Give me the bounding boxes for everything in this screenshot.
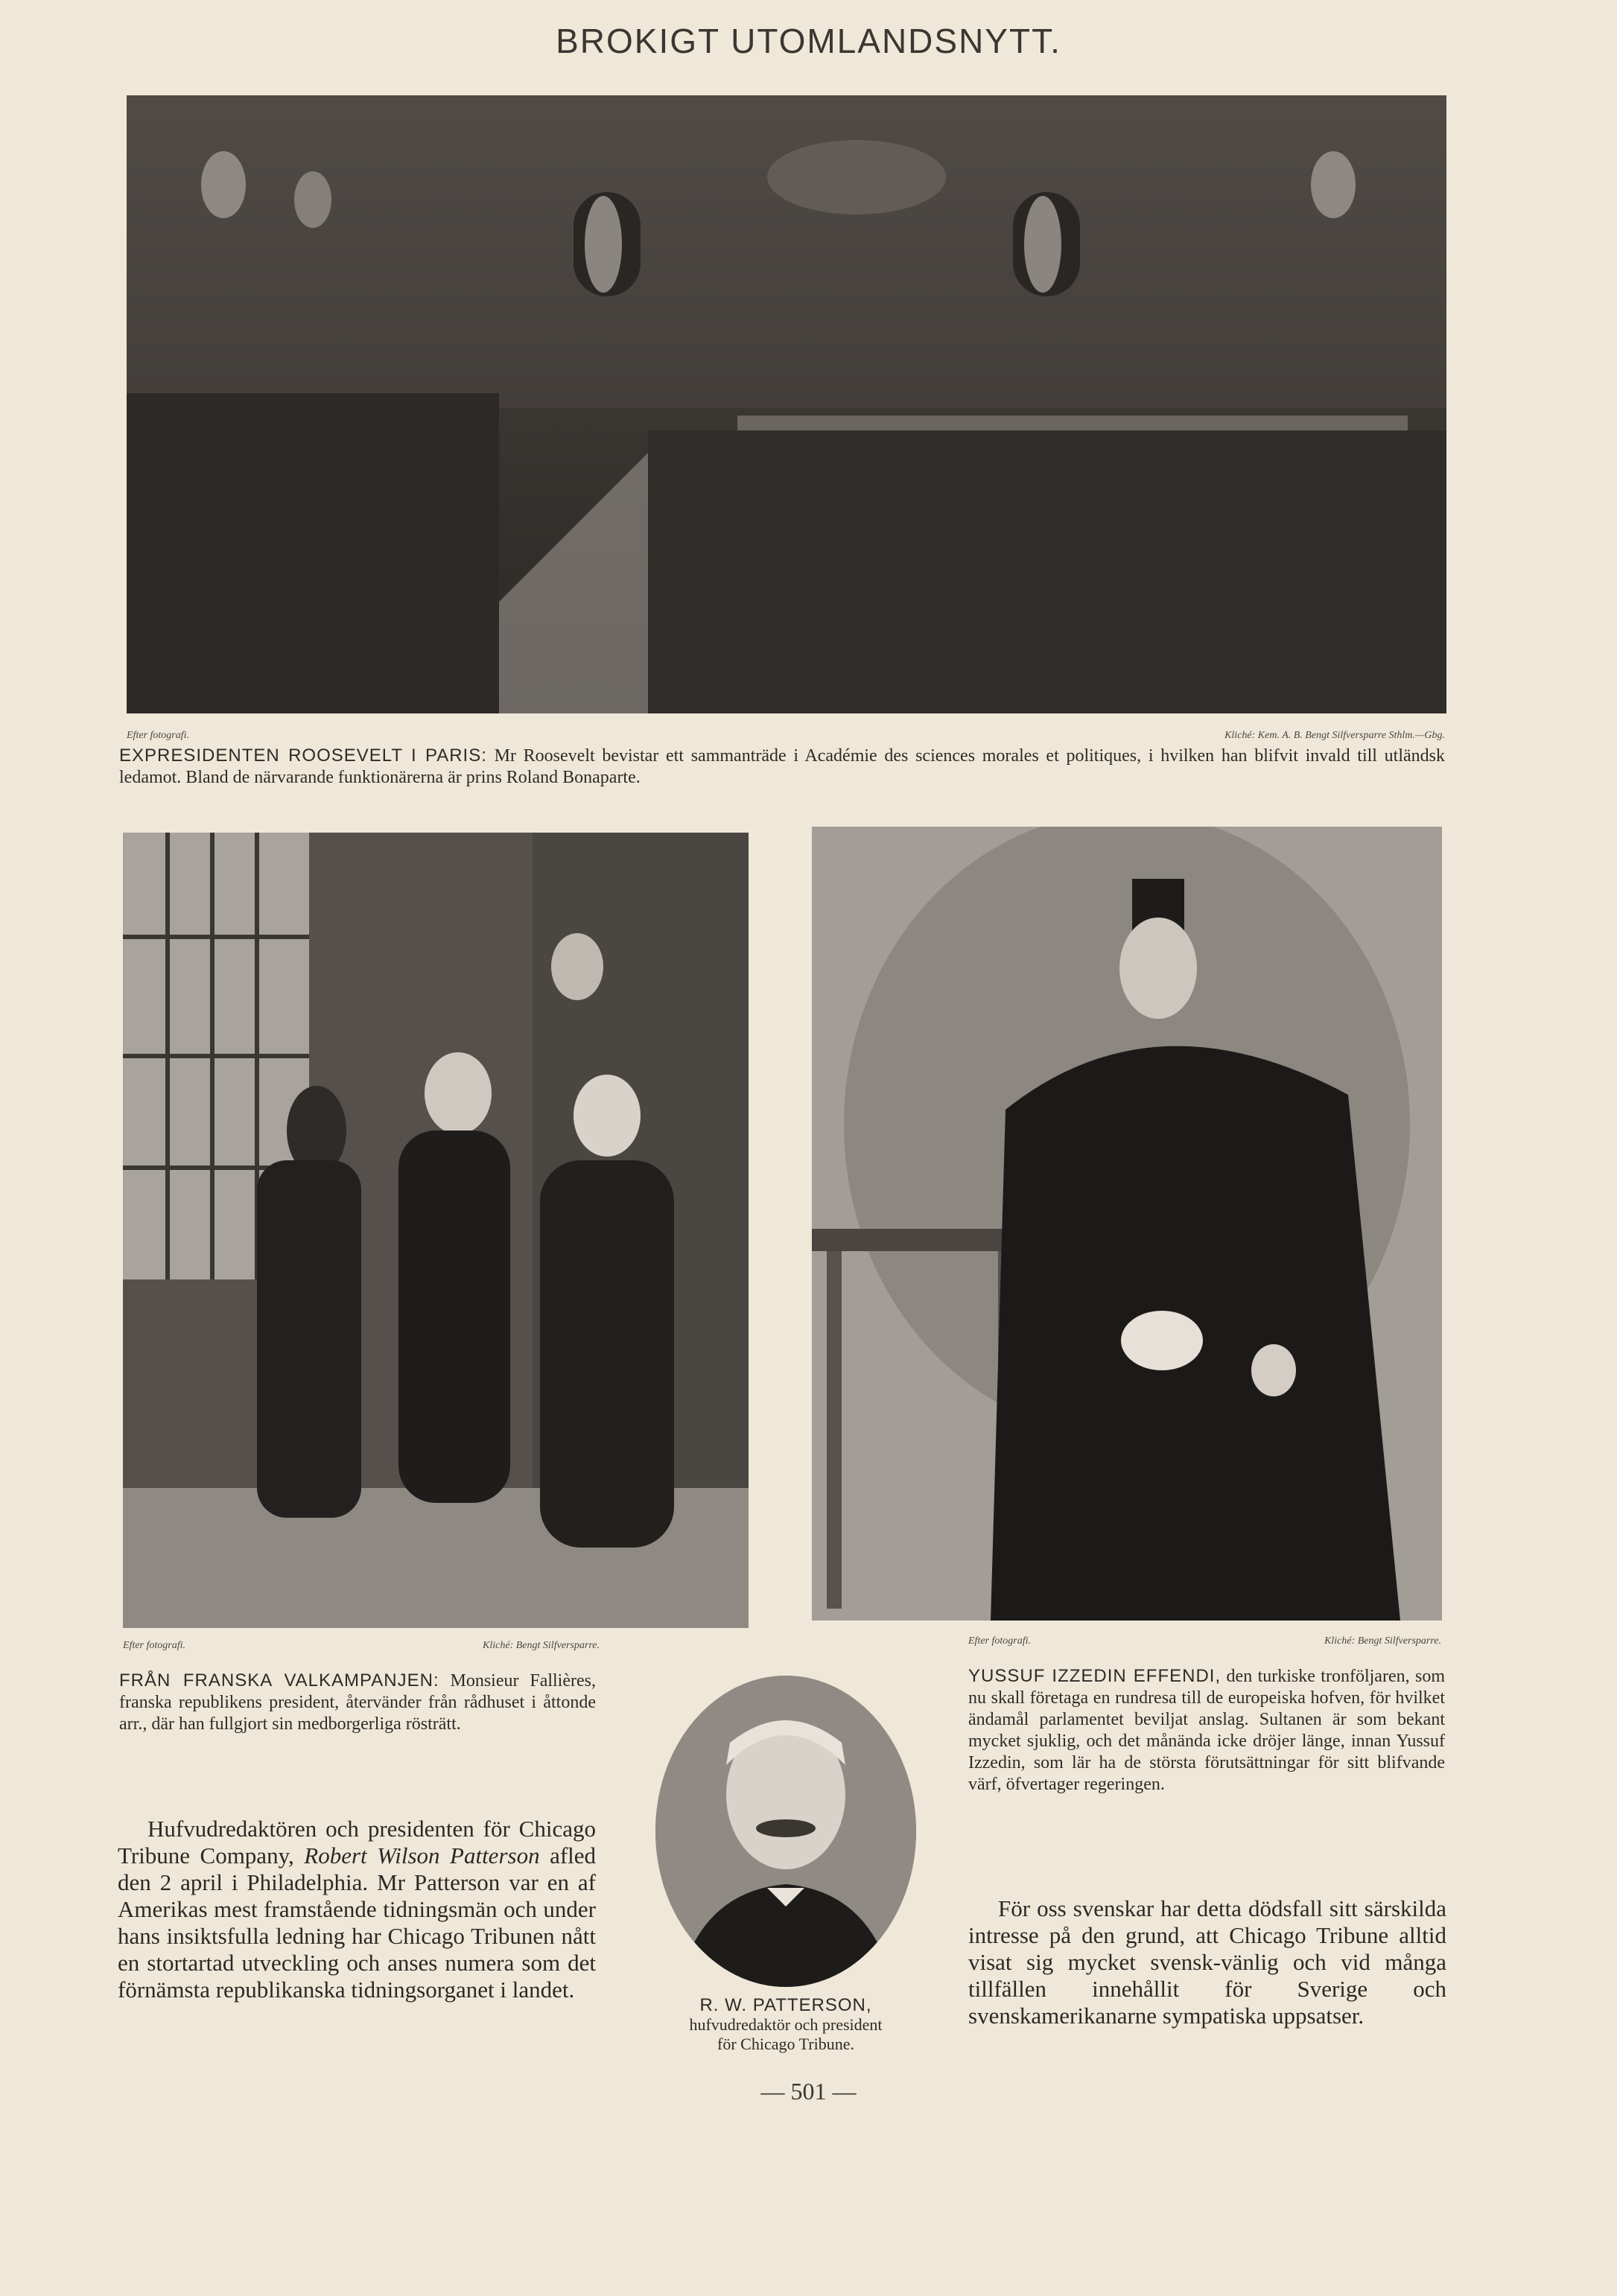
yussuf-photo-credit-left: Efter fotografi. [968, 1635, 1031, 1647]
page-number: — 501 — [760, 2078, 857, 2105]
patterson-article-part1: Hufvudredaktören och presidenten för Chicago Tribune Company, [118, 1816, 596, 1869]
roosevelt-photo-credit-right: Kliché: Kem. A. B. Bengt Silfversparre Sthlm.—Gbg. [1224, 730, 1445, 741]
patterson-article-left [118, 1816, 596, 2003]
page-headline: BROKIGT UTOMLANDSNYTT. [556, 22, 1061, 60]
patterson-article-right: För oss svenskar har detta dödsfall sitt särskilda intresse på den grund, att Chicago Tribune alltid visat sig mycket svensk-vänlig och vid många tillfällen innehållit för Sverige och svenskamerikanarne sympatiska uppsatser. [968, 1895, 1446, 2029]
yussuf-caption-lead: YUSSUF IZZEDIN EFFENDI, [968, 1666, 1222, 1686]
yussuf-caption-text: den turkiske tronföljaren, som nu skall företaga en rundresa till de europeiska hofven, för hvilket ändamål parlamentet beviljat anslag. Sultanen är som bekant mycket sjuklig, och det månända icke dröjer länge, innan Yussuf Izzedin, som lär ha de största förutsättningar för sitt blifvande värf, öfvertager regeringen. [968, 1667, 1445, 1794]
fallieres-caption-text: Monsieur Fallières, franska republikens president, återvänder från rådhuset i åttonde arr., där han fullgjort sin medborgerliga rösträtt. [119, 1671, 596, 1734]
patterson-portrait-title-2: för Chicago Tribune. [717, 2035, 854, 2053]
fallieres-photo [123, 833, 749, 1628]
yussuf-caption [968, 1665, 1445, 1796]
patterson-portrait-name: R. W. PATTERSON, [699, 1995, 872, 2015]
fallieres-caption-lead: FRÅN FRANSKA VALKAMPANJEN: [119, 1670, 439, 1691]
fallieres-photo-credit-right: Kliché: Bengt Silfversparre. [483, 1640, 600, 1651]
fallieres-photo-credit-left: Efter fotografi. [123, 1640, 185, 1651]
patterson-portrait [655, 1676, 916, 1987]
patterson-article-name: Robert Wilson Patterson [304, 1842, 540, 1869]
roosevelt-caption-lead: EXPRESIDENTEN ROOSEVELT I PARIS: [119, 745, 487, 766]
roosevelt-caption [119, 745, 1445, 789]
yussuf-izzedin-photo [812, 827, 1442, 1621]
patterson-portrait-title-1: hufvudredaktör och president [689, 2015, 883, 2034]
yussuf-photo-credit-right: Kliché: Bengt Silfversparre. [1324, 1635, 1441, 1647]
roosevelt-caption-text: Mr Roosevelt bevistar ett sammanträde i Académie des sciences morales et politiques, i hvilken han blifvit invald till utländsk ledamot. Bland de närvarande funktionärerna är prins Roland Bonaparte. [119, 746, 1446, 787]
roosevelt-photo-credit-left: Efter fotografi. [127, 730, 189, 741]
fallieres-caption [119, 1670, 596, 1735]
patterson-portrait-caption [626, 1996, 946, 2054]
patterson-article-part2: afled den 2 april i Philadelphia. Mr Patterson var en af Amerikas mest framstående tidningsmän och under hans insiktsfulla ledning har Chicago Tribunen nått en stortartad utveckling och anses numera som det förnämsta republikanska tidningsorganet i landet. [118, 1842, 597, 2003]
roosevelt-academy-photo [127, 95, 1446, 713]
